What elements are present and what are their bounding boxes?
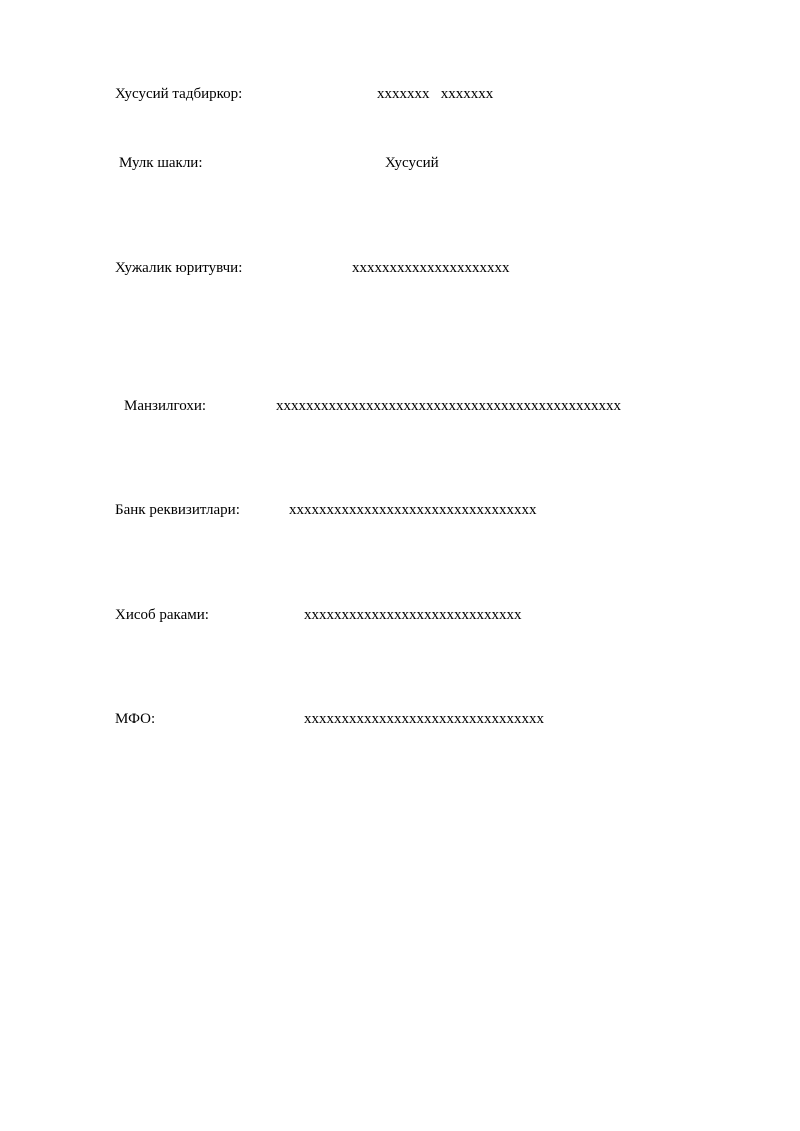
field-label: Хужалик юритувчи: <box>115 260 243 276</box>
field-row-account-number <box>0 605 800 629</box>
field-row-private-entrepreneur <box>0 84 800 108</box>
field-row-ownership-form <box>0 153 800 177</box>
field-value: xxxxxxxxxxxxxxxxxxxxxxxxxxxxx <box>304 607 522 623</box>
field-label: Манзилгохи: <box>124 398 207 414</box>
field-value: Хусусий <box>385 155 439 171</box>
field-row-business-entity <box>0 258 800 282</box>
field-label: Хисоб раками: <box>115 607 209 623</box>
field-value: xxxxxxxxxxxxxxxxxxxxxxxxxxxxxxxxxxxxxxxxxxxxxx <box>276 398 621 414</box>
field-row-address <box>0 396 800 420</box>
field-label: Банк реквизитлари: <box>115 502 240 518</box>
field-row-bank-details <box>0 500 800 524</box>
field-label: Хусусий тадбиркор: <box>115 86 243 102</box>
field-row-mfo <box>0 709 800 733</box>
field-value: xxxxxxxxxxxxxxxxxxxxx <box>352 260 510 276</box>
field-value: xxxxxxxxxxxxxxxxxxxxxxxxxxxxxxxxx <box>289 502 537 518</box>
field-label: Мулк шакли: <box>119 155 203 171</box>
field-label: МФО: <box>115 711 156 727</box>
field-value: xxxxxxxxxxxxxxxxxxxxxxxxxxxxxxxx <box>304 711 544 727</box>
field-value: xxxxxxx xxxxxxx <box>377 86 494 102</box>
